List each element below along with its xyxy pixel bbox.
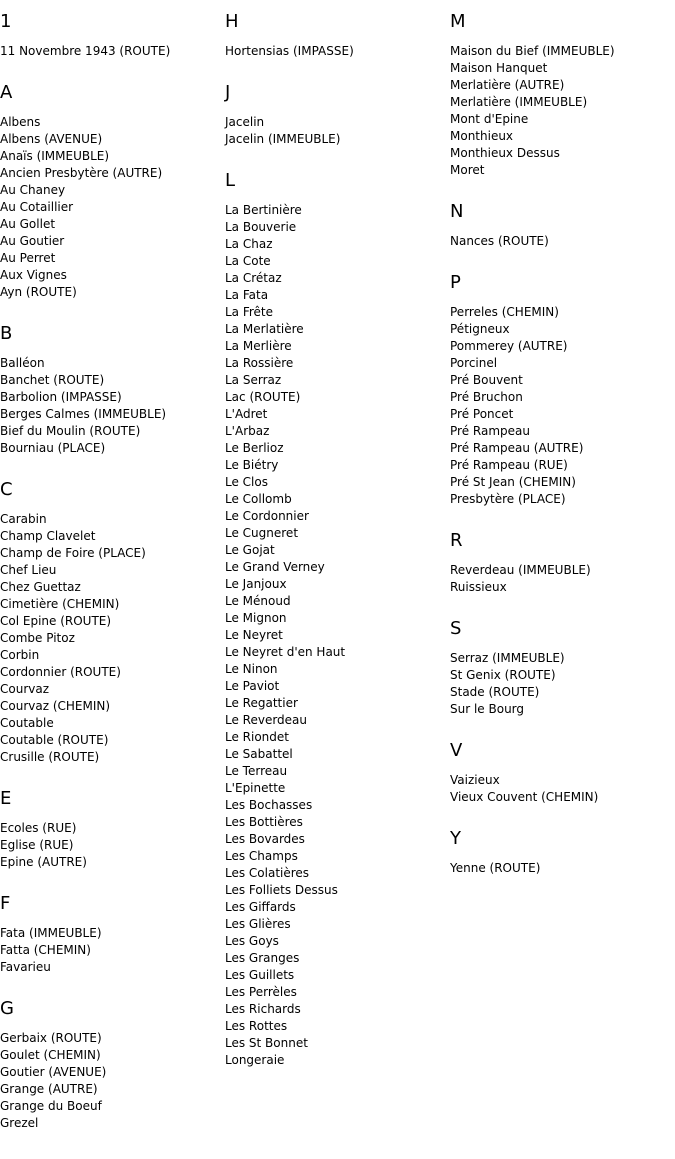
street-list-item: Col Epine (ROUTE)	[0, 614, 112, 628]
street-list-item: Maison du Bief (IMMEUBLE)	[450, 44, 615, 58]
street-list-item: Au Perret	[0, 251, 56, 265]
street-list-item: Carabin	[0, 512, 47, 526]
street-list-item: Le Sabattel	[225, 747, 293, 761]
street-list-item: L'Epinette	[225, 781, 286, 795]
street-list	[225, 202, 447, 1069]
street-list	[225, 114, 447, 148]
street-list-item: Cordonnier (ROUTE)	[0, 665, 121, 679]
street-list-item: St Genix (ROUTE)	[450, 668, 556, 682]
street-list-item: Chez Guettaz	[0, 580, 81, 594]
street-list-item: Le Riondet	[225, 730, 289, 744]
street-list-item: Albens	[0, 115, 41, 129]
street-list-item: Le Biétry	[225, 458, 279, 472]
street-list-item: Vieux Couvent (CHEMIN)	[450, 790, 599, 804]
street-list-item: Hortensias (IMPASSE)	[225, 44, 354, 58]
street-list	[450, 562, 672, 596]
street-list	[450, 233, 672, 250]
street-list-item: Ayn (ROUTE)	[0, 285, 77, 299]
letter-group	[450, 199, 672, 250]
street-list-item: Perreles (CHEMIN)	[450, 305, 559, 319]
street-list-item: Pré Bouvent	[450, 373, 523, 387]
group-letter-heading: A	[0, 82, 13, 103]
street-list-item: Presbytère (PLACE)	[450, 492, 566, 506]
letter-group	[450, 270, 672, 508]
street-list-item: Le Ninon	[225, 662, 278, 676]
street-list-item: Sur le Bourg	[450, 702, 525, 716]
letter-group	[0, 477, 222, 766]
group-letter-heading: G	[0, 998, 14, 1019]
letter-group	[450, 528, 672, 596]
street-list-item: Lac (ROUTE)	[225, 390, 301, 404]
letter-group	[0, 9, 222, 60]
group-letter-heading: E	[0, 788, 12, 809]
street-list-item: La Cote	[225, 254, 271, 268]
street-list-item: Corbin	[0, 648, 40, 662]
street-list-item: Combe Pitoz	[0, 631, 75, 645]
letter-group	[450, 738, 672, 806]
street-list-item: Pré Bruchon	[450, 390, 523, 404]
street-list-item: Les Glières	[225, 917, 291, 931]
street-list-item: Le Grand Verney	[225, 560, 325, 574]
street-list-item: Le Mignon	[225, 611, 287, 625]
street-list-item: Aux Vignes	[0, 268, 67, 282]
street-list-item: Au Cotaillier	[0, 200, 74, 214]
street-list-item: Favarieu	[0, 960, 51, 974]
street-list-item: L'Adret	[225, 407, 268, 421]
index-column-1	[0, 9, 222, 1152]
street-list-item: La Rossière	[225, 356, 294, 370]
group-letter-heading: S	[450, 618, 462, 639]
group-letter-heading: 1	[0, 11, 12, 32]
street-list	[450, 772, 672, 806]
group-letter-heading: H	[225, 11, 239, 32]
group-letter-heading: L	[225, 170, 236, 191]
letter-group	[225, 168, 447, 1069]
street-list-item: La Bouverie	[225, 220, 297, 234]
street-list-item: Au Chaney	[0, 183, 66, 197]
street-list-item: Pétigneux	[450, 322, 510, 336]
street-list-item: Les Giffards	[225, 900, 296, 914]
street-list-item: Les Bovardes	[225, 832, 305, 846]
letter-group	[450, 616, 672, 718]
group-letter-heading: V	[450, 740, 463, 761]
street-list-item: Gerbaix (ROUTE)	[0, 1031, 102, 1045]
street-list	[450, 304, 672, 508]
street-list-item: Les Granges	[225, 951, 300, 965]
group-letter-heading: M	[450, 11, 466, 32]
street-list-item: La Fata	[225, 288, 269, 302]
street-list-item: Fata (IMMEUBLE)	[0, 926, 102, 940]
street-list	[0, 511, 222, 766]
street-list-item: Cimetière (CHEMIN)	[0, 597, 120, 611]
street-list-item: Reverdeau (IMMEUBLE)	[450, 563, 591, 577]
street-list-item: Anaïs (IMMEUBLE)	[0, 149, 110, 163]
street-list-item: Nances (ROUTE)	[450, 234, 549, 248]
street-list-item: Au Goutier	[0, 234, 65, 248]
street-list-item: Pommerey (AUTRE)	[450, 339, 568, 353]
street-list-item: Champ de Foire (PLACE)	[0, 546, 146, 560]
street-list-item: Les Perrèles	[225, 985, 297, 999]
street-list-item: Les Bochasses	[225, 798, 313, 812]
index-column-2	[225, 9, 447, 1089]
street-list-item: Jacelin	[225, 115, 265, 129]
letter-group	[0, 786, 222, 871]
street-list-item: Porcinel	[450, 356, 498, 370]
street-list-item: Goulet (CHEMIN)	[0, 1048, 101, 1062]
street-list-item: Serraz (IMMEUBLE)	[450, 651, 565, 665]
street-list-item: Le Terreau	[225, 764, 288, 778]
street-list-item: Les Bottières	[225, 815, 303, 829]
group-letter-heading: C	[0, 479, 13, 500]
street-list-item: La Merlatière	[225, 322, 304, 336]
street-list-item: Au Gollet	[0, 217, 56, 231]
street-list-item: Bourniau (PLACE)	[0, 441, 106, 455]
street-list-item: La Frête	[225, 305, 274, 319]
street-list-item: Le Regattier	[225, 696, 298, 710]
street-list-item: Les Goys	[225, 934, 279, 948]
street-list-item: Vaizieux	[450, 773, 500, 787]
street-list-item: Coutable	[0, 716, 54, 730]
street-list-item: Merlatière (IMMEUBLE)	[450, 95, 588, 109]
group-letter-heading: F	[0, 893, 11, 914]
street-list-item: Maison Hanquet	[450, 61, 548, 75]
street-list-item: Monthieux Dessus	[450, 146, 560, 160]
street-list-item: Champ Clavelet	[0, 529, 96, 543]
street-list-item: Barbolion (IMPASSE)	[0, 390, 122, 404]
street-list-item: Longeraie	[225, 1053, 285, 1067]
street-list-item: Crusille (ROUTE)	[0, 750, 100, 764]
letter-group	[225, 80, 447, 148]
street-list-item: Grange (AUTRE)	[0, 1082, 98, 1096]
street-list-item: Jacelin (IMMEUBLE)	[225, 132, 341, 146]
group-letter-heading: B	[0, 323, 13, 344]
street-list-item: Stade (ROUTE)	[450, 685, 540, 699]
street-list-item: Epine (AUTRE)	[0, 855, 87, 869]
street-list-item: Berges Calmes (IMMEUBLE)	[0, 407, 167, 421]
street-list	[0, 114, 222, 301]
street-list	[0, 43, 222, 60]
street-list-item: Les Champs	[225, 849, 298, 863]
street-list	[450, 43, 672, 179]
street-list-item: Coutable (ROUTE)	[0, 733, 109, 747]
street-list-item: Ecoles (RUE)	[0, 821, 77, 835]
group-letter-heading: P	[450, 272, 461, 293]
letter-group	[450, 9, 672, 179]
street-list-item: Balléon	[0, 356, 45, 370]
street-list-item: Pré Rampeau	[450, 424, 530, 438]
street-list-item: Pré Rampeau (RUE)	[450, 458, 568, 472]
street-list-item: La Crétaz	[225, 271, 282, 285]
street-list-item: Mont d'Epine	[450, 112, 529, 126]
street-list-item: Ancien Presbytère (AUTRE)	[0, 166, 163, 180]
street-list-item: Ruissieux	[450, 580, 507, 594]
street-list-item: Banchet (ROUTE)	[0, 373, 105, 387]
street-list	[0, 1030, 222, 1132]
street-list-item: Yenne (ROUTE)	[450, 861, 541, 875]
street-list	[225, 43, 447, 60]
street-list-item: Le Neyret	[225, 628, 283, 642]
letter-group	[450, 826, 672, 877]
street-list-item: Les Guillets	[225, 968, 295, 982]
street-list-item: Eglise (RUE)	[0, 838, 74, 852]
letter-group	[0, 80, 222, 301]
street-list-item: Le Collomb	[225, 492, 292, 506]
street-list-item: Pré Poncet	[450, 407, 514, 421]
street-list-item: 11 Novembre 1943 (ROUTE)	[0, 44, 171, 58]
street-list	[0, 925, 222, 976]
street-list-item: La Bertinière	[225, 203, 302, 217]
street-list	[450, 860, 672, 877]
street-list-item: L'Arbaz	[225, 424, 270, 438]
street-list-item: Pré St Jean (CHEMIN)	[450, 475, 576, 489]
street-list	[0, 355, 222, 457]
street-list-item: Moret	[450, 163, 485, 177]
street-list-item: Courvaz (CHEMIN)	[0, 699, 111, 713]
street-list-item: Grezel	[0, 1116, 39, 1130]
street-list-item: Goutier (AVENUE)	[0, 1065, 107, 1079]
letter-group	[0, 996, 222, 1132]
group-letter-heading: J	[225, 82, 231, 103]
street-list-item: Les Colatières	[225, 866, 310, 880]
street-list-item: Pré Rampeau (AUTRE)	[450, 441, 584, 455]
group-letter-heading: R	[450, 530, 463, 551]
street-list-item: Les Richards	[225, 1002, 301, 1016]
street-list-item: Bief du Moulin (ROUTE)	[0, 424, 141, 438]
letter-group	[0, 321, 222, 457]
street-list-item: Le Gojat	[225, 543, 275, 557]
street-list-item: Le Reverdeau	[225, 713, 308, 727]
street-list	[0, 820, 222, 871]
street-list-item: Le Berlioz	[225, 441, 284, 455]
street-list	[450, 650, 672, 718]
group-letter-heading: N	[450, 201, 464, 222]
street-list-item: Les Rottes	[225, 1019, 288, 1033]
street-list-item: La Merlière	[225, 339, 292, 353]
street-list-item: La Chaz	[225, 237, 273, 251]
street-list-item: Fatta (CHEMIN)	[0, 943, 91, 957]
street-list-item: La Serraz	[225, 373, 282, 387]
street-list-item: Le Cordonnier	[225, 509, 309, 523]
street-list-item: Le Janjoux	[225, 577, 287, 591]
index-column-3	[450, 9, 672, 897]
street-list-item: Les Folliets Dessus	[225, 883, 338, 897]
street-list-item: Les St Bonnet	[225, 1036, 308, 1050]
letter-group	[0, 891, 222, 976]
group-letter-heading: Y	[450, 828, 461, 849]
street-list-item: Le Cugneret	[225, 526, 299, 540]
letter-group	[225, 9, 447, 60]
street-list-item: Le Ménoud	[225, 594, 291, 608]
street-list-item: Le Paviot	[225, 679, 280, 693]
street-list-item: Grange du Boeuf	[0, 1099, 102, 1113]
street-list-item: Courvaz	[0, 682, 50, 696]
street-list-item: Monthieux	[450, 129, 514, 143]
street-list-item: Le Clos	[225, 475, 268, 489]
street-list-item: Albens (AVENUE)	[0, 132, 103, 146]
street-list-item: Merlatière (AUTRE)	[450, 78, 565, 92]
street-list-item: Chef Lieu	[0, 563, 57, 577]
street-list-item: Le Neyret d'en Haut	[225, 645, 346, 659]
